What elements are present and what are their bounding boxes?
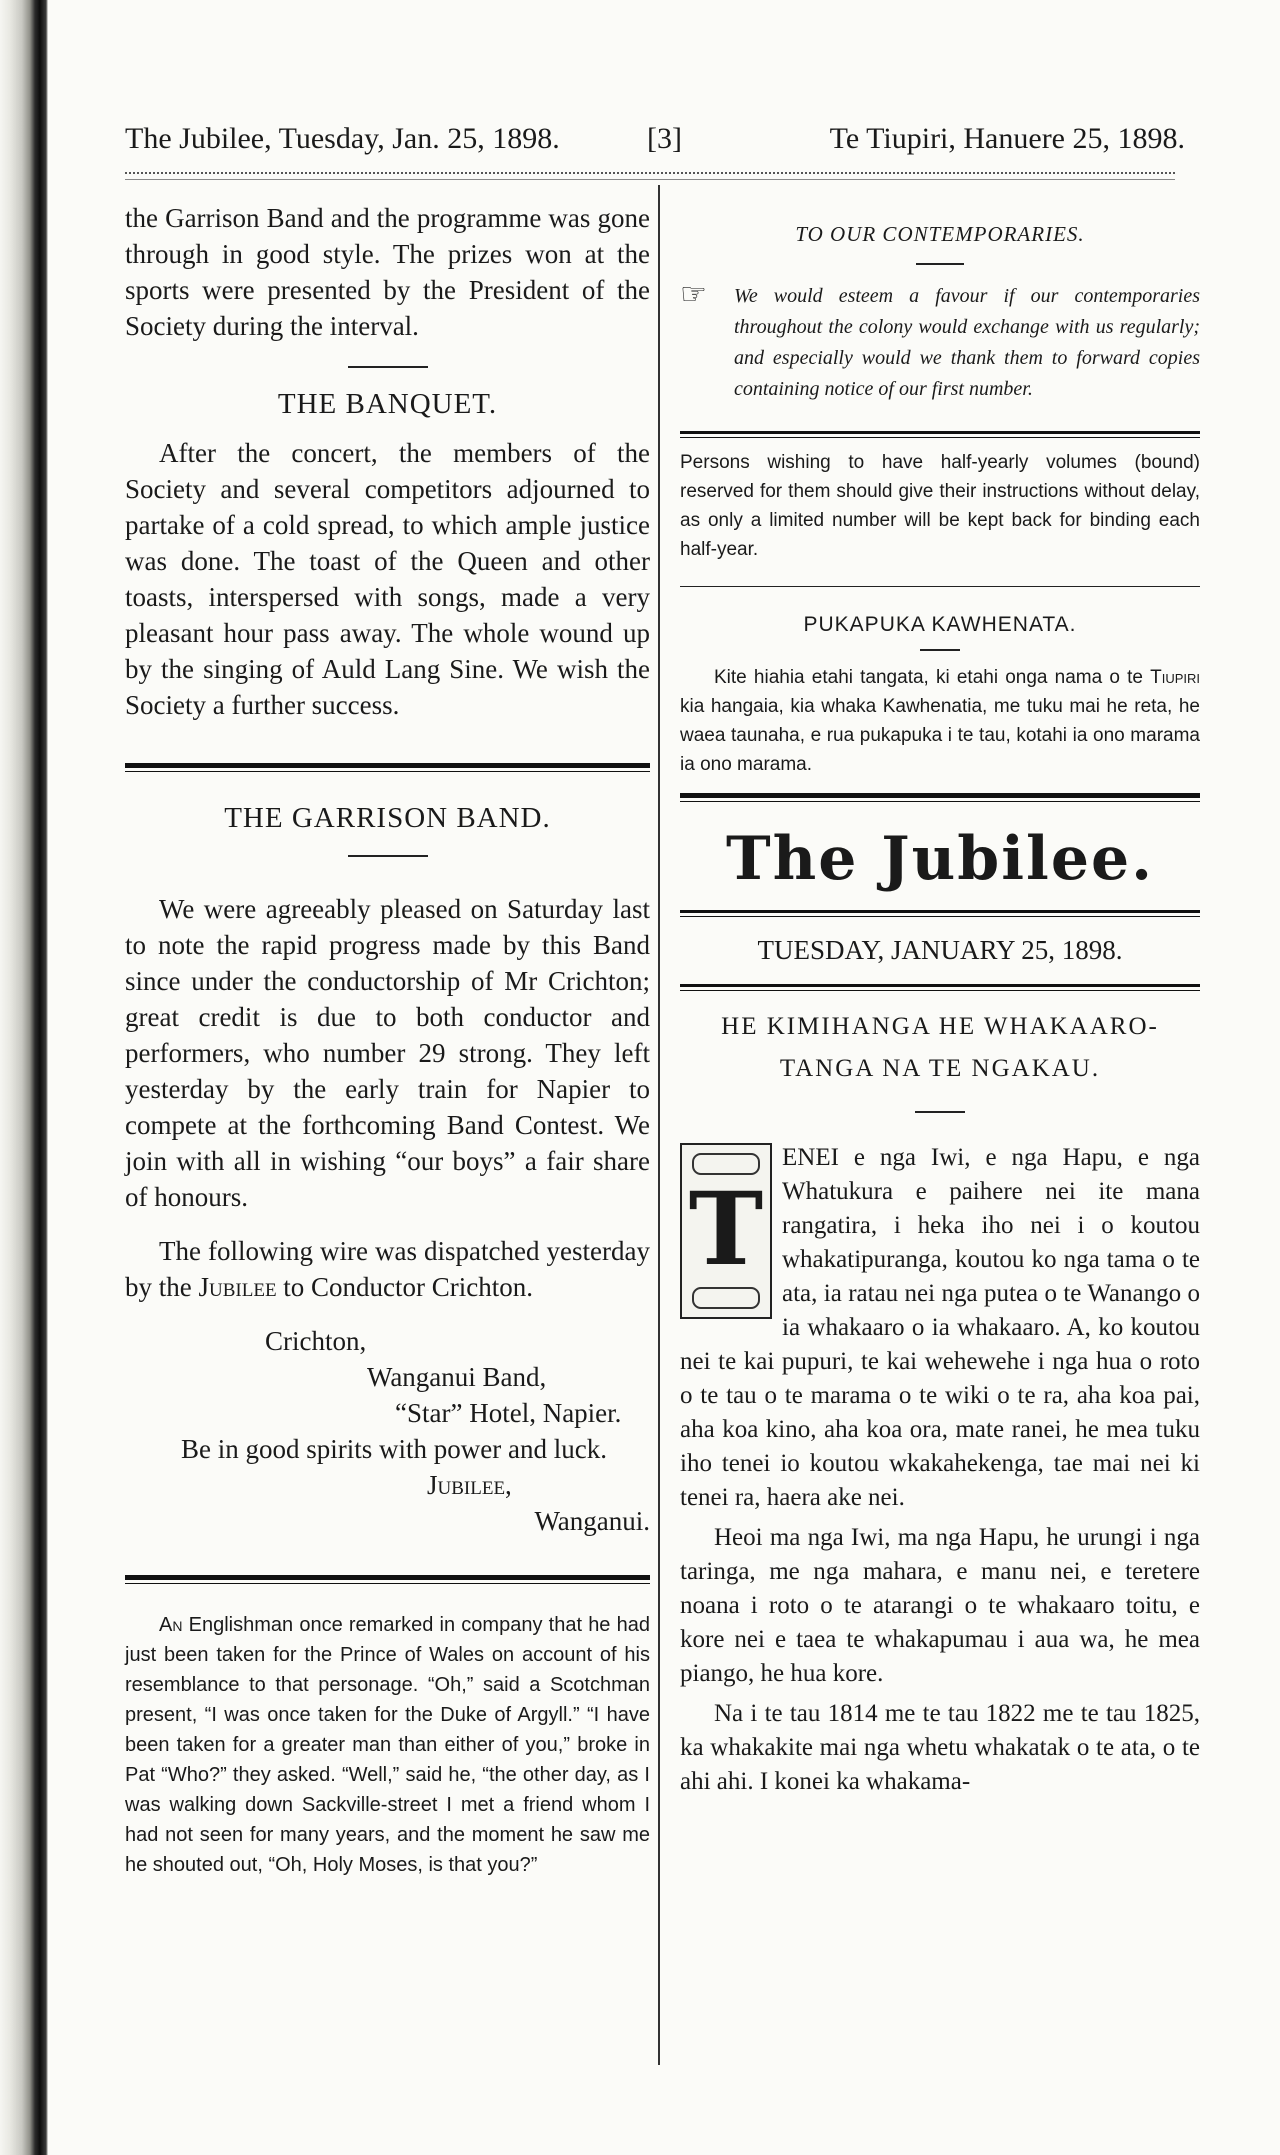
ornament-icon	[692, 1287, 760, 1309]
section-rule	[348, 366, 428, 368]
article-para1: ENEI e nga Iwi, e nga Hapu, e nga Whatukura e paihere nei ite mana rangatira, i heka iho nei i o koutou whakatipuranga, koutou ko nga tama o te ata, ia ratau nei nga putea o te Wanango o ia whakaaro o ia whakaaro. A, ko koutou nei te kai pupuri, te kai wehewehe i nga hua o roto o te tau o te marama o te wiki o te ra, aha koa pai, aha koa kino, aha koa ora, mate ranei, he mea tuku iho tenei io koutou wkakahekenga, tae mai nei ki tenei ra, haera ake nei.	[680, 1144, 1200, 1511]
page-number: [3]	[647, 122, 682, 155]
right-column	[680, 222, 1200, 1799]
drop-cap	[680, 1143, 772, 1319]
wire-line: Crichton,	[265, 1326, 367, 1356]
wire-line: “Star” Hotel, Napier.	[395, 1398, 622, 1428]
section-rule	[920, 649, 960, 651]
masthead-title: The Jubilee.	[725, 824, 1155, 894]
wire-line: Jubilee,	[427, 1470, 512, 1500]
contemporaries-body: We would esteem a favour if our contemporaries throughout the colony would exchange with us regularly; and especially would we thank them to forward copies containing notice of our first number.	[734, 285, 1200, 400]
section-divider	[680, 431, 1200, 438]
intro-paragraph: the Garrison Band and the programme was gone through in good style. The prizes won at the sports were presented by the President of the Society during the interval.	[125, 203, 650, 341]
banquet-heading: THE BANQUET.	[277, 388, 498, 420]
article-para2: Heoi ma nga Iwi, ma nga Hapu, he urungi i nga taringa, me nga mahara, e manu nei, e teretere noana i roto o te atarangi o te whakaaro toitu, e kore nei e taea te whakapumau i aua wa, he mea piango, he hua kore.	[680, 1524, 1200, 1687]
anecdote-text: Englishman once remarked in company that he had just been taken for the Prince of Wales on account of his resemblance to that personage. “Oh,” said a Scotchman present, “I was once taken for the Duke of Argyll.” “I have been taken for a greater man than either of you,” broke in Pat “Who?” they asked. “Well,” said he, “the other day, as I was walking down Sackville-street I met a friend whom I had not seen for many years, and the moment he saw me he shouted out, “Oh, Holy Moses, is that you?”	[125, 1614, 650, 1876]
contemporaries-notice	[680, 277, 1200, 405]
pukapuka-body	[680, 663, 1200, 779]
header-rule	[125, 172, 1175, 174]
section-rule	[348, 855, 428, 857]
article-heading-line2: TANGA NA TE NGAKAU.	[779, 1055, 1101, 1082]
wire-line: Wanganui.	[534, 1506, 650, 1536]
section-rule	[680, 586, 1200, 587]
contemporaries-heading: TO OUR CONTEMPORARIES.	[795, 222, 1085, 246]
wire-line: Be in good spirits with power and luck.	[181, 1434, 607, 1464]
column-divider	[658, 185, 660, 2065]
wire-line: Wanganui Band,	[367, 1362, 547, 1392]
section-rule	[915, 1111, 965, 1113]
article-body	[680, 1141, 1200, 1799]
header-right: Te Tiupiri, Hanuere 25, 1898.	[829, 122, 1185, 155]
left-column	[125, 200, 650, 1880]
page-header	[125, 122, 1185, 162]
drop-cap-letter: T	[688, 1170, 764, 1288]
header-rule-lower	[125, 179, 1175, 180]
pointing-hand-icon: ☞	[680, 277, 707, 312]
banquet-body: After the concert, the members of the Society and several competitors adjourned to partake of a cold spread, to which ample justice was done. The toast of the Queen and other toasts, interspersed with songs, made a very pleasant hour pass away. The whole wound up by the singing of Auld Lang Sine. We wish the Society a further success.	[125, 438, 650, 720]
pukapuka-pre: Kite hiahia etahi tangata, ki etahi onga nama o te	[714, 667, 1143, 688]
pukapuka-heading: PUKAPUKA KAWHENATA.	[803, 613, 1077, 636]
garrison-band-heading: THE GARRISON BAND.	[224, 802, 551, 834]
section-divider	[125, 763, 650, 772]
wire-intro	[125, 1233, 650, 1305]
wire-message	[125, 1323, 650, 1539]
article-para3: Na i te tau 1814 me te tau 1822 me te tau 1825, ka whakakite mai nga whetu whakatak o te ata, o te ahi ahi. I konei ka whakama-	[680, 1700, 1200, 1795]
section-rule	[916, 263, 964, 265]
garrison-band-body: We were agreeably pleased on Saturday last to note the rapid progress made by this Band since under the conductorship of Mr Crichton; great credit is due to both conductor and performers, who number 29 strong. They left yesterday by the early train for Napier to compete at the forthcoming Band Contest. We join with all in wishing “our boys” a fair share of honours.	[125, 894, 650, 1212]
anecdote-lead: An	[159, 1614, 183, 1636]
section-divider	[125, 1575, 650, 1584]
header-left: The Jubilee, Tuesday, Jan. 25, 1898.	[125, 122, 560, 155]
dateline: TUESDAY, JANUARY 25, 1898.	[757, 935, 1123, 965]
pukapuka-post: kia hangaia, kia whaka Kawhenatia, me tuku mai he reta, he waea taunaha, e rua pukapuka i te tau, kotahi ia ono marama ia ono marama.	[680, 696, 1200, 775]
tiupiri-name: Tiupiri	[1150, 667, 1200, 688]
volumes-notice: Persons wishing to have half-yearly volumes (bound) reserved for them should give their instructions without delay, as only a limited number will be kept back for binding each half-year.	[680, 452, 1200, 560]
masthead-rule	[680, 910, 1200, 917]
jubilee-name: Jubilee	[198, 1272, 277, 1302]
article-heading-line1: HE KIMIHANGA HE WHAKAARO-	[721, 1013, 1159, 1040]
wire-intro-pre: The following wire was dispatched yesterday by the	[125, 1236, 650, 1302]
dateline-rule	[680, 984, 1200, 991]
binding-edge	[0, 0, 48, 2155]
wire-intro-post: to Conductor Crichton.	[283, 1272, 534, 1302]
anecdote-body	[125, 1610, 650, 1880]
section-divider	[680, 793, 1200, 802]
